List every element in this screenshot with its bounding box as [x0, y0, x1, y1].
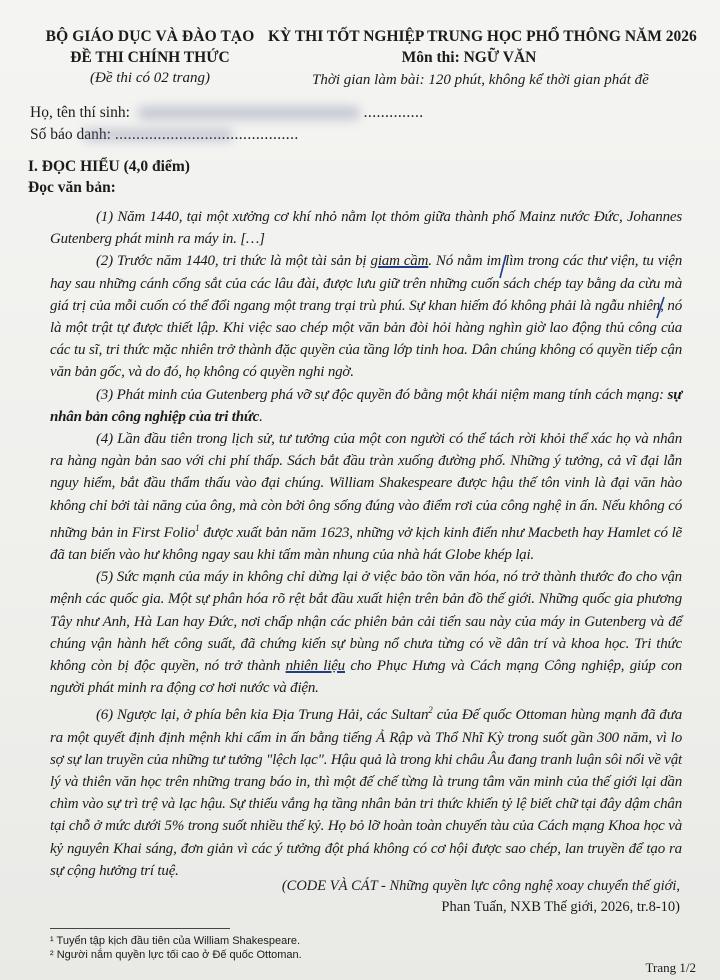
candidate-name-dots: .............. [363, 104, 424, 121]
subject-line: Môn thi: NGỮ VĂN [401, 49, 537, 66]
footnote-ref-1: 1 [195, 522, 200, 533]
source-line-2: Phan Tuấn, NXB Thế giới, 2026, tr.8-10) [441, 899, 680, 915]
header-left [25, 28, 275, 87]
page-count-note: (Đề thi có 02 trang) [90, 70, 210, 86]
candidate-id-field [30, 126, 299, 144]
page-number: Trang 1/2 [645, 960, 696, 975]
paragraph-6: (6) Ngược lại, ở phía bên kia Địa Trung Hải, các Sultan$^2$ của Đế quốc Ottoman hùng mạnh đã đưa ra một quyết định định mệnh khi cấm in ấn bằng tiếng Ả Rập và Thổ Nhĩ Kỳ trong suốt gần 300 năm, vì lo sợ sự lan truyền của những tư tưởng "lệch lạc". Hậu quả là trong khi châu Âu đang tranh luận sôi nổi về vật lý và thiên văn học trên những trang báo in, thì một đế chế từng là trung tâm văn minh của thế giới lại dần chìm vào sự trì trệ và lạc hậu. Sự thiếu vắng hạ tầng nhân bản tri thức khiến tỷ lệ biết chữ tại đây dậm chân tại chỗ ở mức dưới 5% trong suốt nhiều thế kỷ. Họ bỏ lỡ hoàn toàn chuyến tàu của Cách mạng Khoa học và kỷ nguyên Khai sáng, đơn giản vì các ý tưởng đột phá không có cơ hội được sao chép, lan truyền để tạo ra sự cộng hưởng trí tuệ. [50, 705, 682, 879]
paragraph-4: (4) Lần đầu tiên trong lịch sử, tư tưởng của một con người có thể tách rời khỏi thể xác họ và nhân ra hàng ngàn bản sao với chi phí thấp. Sách bắt đầu tràn xuống đường phố. Những ý tưởng, cả vĩ đại lẫn nguy hiểm, bắt đầu thẩm thấu vào đại chúng. William Shakespeare được hậu thế tôn vinh là đại văn hào không chỉ bởi tài năng của ông, mà còn bởi ông sống đúng vào điểm rơi của công nghệ in ấn. Nếu không có những bản in First Folio$^1$ được xuất bản năm 1623, những vở kịch kinh điển như Macbeth hay Hamlet có lẽ đã tan biến vào hư không ngay sau khi tấm màn nhung của nhà hát Globe khép lại. [50, 431, 682, 564]
underlined-word: nhiên liệu [285, 658, 345, 675]
candidate-name-field [30, 104, 424, 122]
footnote-divider [50, 928, 230, 929]
section-title: I. ĐỌC HIỂU (4,0 điểm) [28, 158, 190, 175]
reading-label: Đọc văn bản: [28, 179, 116, 196]
paragraph-5: (5) Sức mạnh của máy in không chỉ dừng lại ở việc bảo tồn văn hóa, nó trở thành thước đo cho vận mệnh các quốc gia. Một sự phân hóa rõ rệt bắt đầu xuất hiện trên bản đồ thế giới. Những quốc gia phương Tây như Anh, Hà Lan hay Đức, nơi chấp nhận các phiên bản cải tiến sau này của máy in Gutenberg và để chúng vận hành hết công suất, đã chứng kiến sự bùng nổ chưa từng có về dân trí và khoa học. Tri thức không còn bị độc quyền, nó trở thành nhiên liệu cho Phục Hưng và Cách mạng Công nghiệp, giúp con người phát minh ra động cơ hơi nước và điện. [50, 569, 683, 697]
source-line-1: (CODE VÀ CÁT - Những quyền lực công nghệ xoay chuyển thế giới, [281, 878, 680, 894]
candidate-id-dots: ........................................... [114, 126, 299, 143]
reading-passage [50, 206, 682, 882]
source-citation [40, 876, 680, 918]
paragraph-1: (1) Năm 1440, tại một xưởng cơ khí nhỏ nằm lọt thỏm giữa thành phố Mainz nước Đức, Johannes Gutenberg phát minh ra máy in. […] [50, 209, 682, 248]
redacted-id [83, 129, 233, 141]
header-right [268, 28, 720, 89]
underlined-phrase: giam cầm [370, 253, 429, 270]
candidate-id-label: Số báo danh: [30, 126, 111, 143]
redacted-name [138, 106, 360, 120]
exam-title: KỲ THI TỐT NGHIỆP TRUNG HỌC PHỔ THÔNG NĂM 2026 [268, 28, 697, 45]
candidate-name-label: Họ, tên thí sinh: [30, 104, 130, 121]
footnote-ref-2: 2 [428, 705, 433, 716]
bold-phrase: sự nhân bản công nghiệp của tri thức [50, 386, 682, 425]
footnote-1: ¹ Tuyển tập kịch đầu tiên của William Shakespeare. [50, 935, 301, 947]
ministry-name: BỘ GIÁO DỤC VÀ ĐÀO TẠO [45, 28, 255, 45]
official-label: ĐỀ THI CHÍNH THỨC [70, 49, 230, 66]
paragraph-2: (2) Trước năm 1440, tri thức là một tài sản bị giam cầm. Nó nằm im lìm trong các thư viện, tu viện hay sau những cánh cổng sắt của các lâu đài, được lưu giữ trên những cuốn sách chép tay bằng da cừu mà giá trị của mỗi cuốn có thể đổi ngang một trang trại trù phú. Sự khan hiếm đó không phải là ngẫu nhiên, nó là một trật tự được thiết lập. Khi việc sao chép một văn bản đòi hỏi hàng nghìn giờ lao động thủ công của các tu sĩ, tri thức mặc nhiên trở thành đặc quyền của tầng lớp tinh hoa. Dân chúng không có quyền tiếp cận văn bản gốc, và do đó, họ không có quyền nghi ngờ. [50, 253, 683, 381]
footnotes [50, 934, 302, 962]
time-line: Thời gian làm bài: 120 phút, không kể thời gian phát đề [312, 72, 649, 88]
paragraph-3: (3) Phát minh của Gutenberg phá vỡ sự độc quyền đó bằng một khái niệm mang tính cách mạng: sự nhân bản công nghiệp của tri thức. [50, 386, 682, 425]
footnote-2: ² Người nắm quyền lực tối cao ở Đế quốc Ottoman. [50, 949, 302, 961]
